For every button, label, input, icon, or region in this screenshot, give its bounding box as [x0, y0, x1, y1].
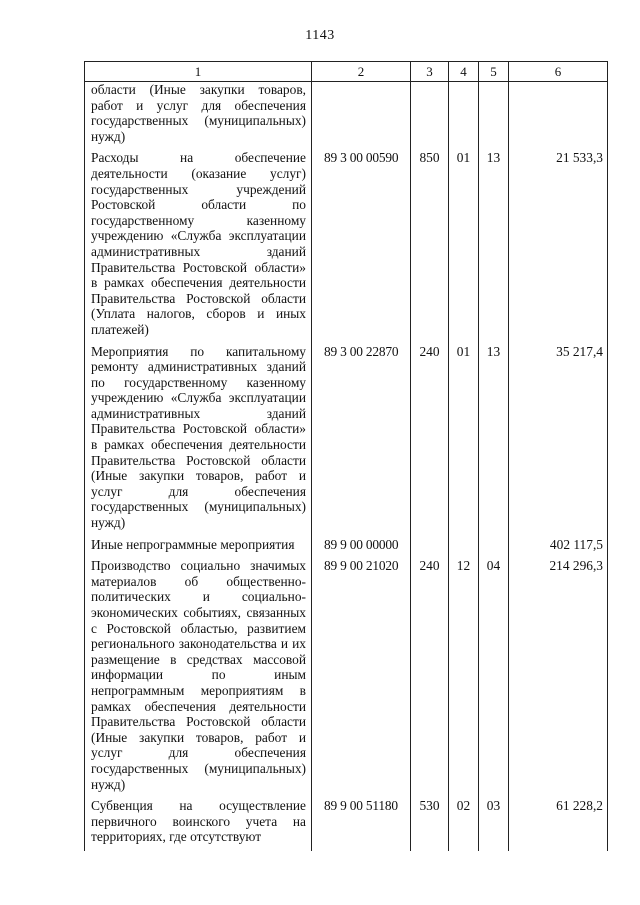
- row-vr: [411, 537, 449, 559]
- row-sum: [509, 82, 608, 151]
- column-header-section: 4: [449, 62, 479, 82]
- row-name: Субвенция на осуществление первичного воинского учета на территориях, где отсутствуют: [85, 798, 312, 851]
- row-section: [449, 82, 479, 151]
- row-subsection: 13: [479, 344, 509, 537]
- row-subsection: [479, 537, 509, 559]
- row-code: 89 3 00 00590: [312, 150, 411, 343]
- row-section: 01: [449, 150, 479, 343]
- row-section: 02: [449, 798, 479, 851]
- row-vr: 240: [411, 344, 449, 537]
- row-sum: 402 117,5: [509, 537, 608, 559]
- table-row: [85, 537, 608, 559]
- row-sum: 21 533,3: [509, 150, 608, 343]
- row-name: области (Иные закупки товаров, работ и услуг для обеспечения государственных (муниципальных) нужд): [85, 82, 312, 151]
- row-section: 12: [449, 558, 479, 798]
- page-number: 1143: [305, 28, 335, 43]
- row-section: [449, 537, 479, 559]
- row-name: Иные непрограммные мероприятия: [85, 537, 312, 559]
- row-sum: 61 228,2: [509, 798, 608, 851]
- row-code: 89 3 00 22870: [312, 344, 411, 537]
- row-code: 89 9 00 00000: [312, 537, 411, 559]
- row-name: Мероприятия по капитальному ремонту административных зданий по государственному казенному учреждению «Служба эксплуатации административных зданий Правительства Ростовской области» в рамках обеспечения деятельности Правительства Ростовской области (Иные закупки товаров, работ и услуг для обеспечения государственных (муниципальных) нужд): [85, 344, 312, 537]
- row-code: 89 9 00 21020: [312, 558, 411, 798]
- table-row: [85, 150, 608, 343]
- table-row: [85, 798, 608, 851]
- row-subsection: 04: [479, 558, 509, 798]
- row-vr: [411, 82, 449, 151]
- row-subsection: [479, 82, 509, 151]
- table-row: [85, 558, 608, 798]
- row-vr: 240: [411, 558, 449, 798]
- budget-table: [84, 61, 608, 851]
- row-code: 89 9 00 51180: [312, 798, 411, 851]
- row-sum: 214 296,3: [509, 558, 608, 798]
- row-code: [312, 82, 411, 151]
- column-header-vr: 3: [411, 62, 449, 82]
- header-row: [85, 62, 608, 82]
- table-row: [85, 82, 608, 151]
- row-name: Расходы на обеспечение деятельности (оказание услуг) государственных учреждений Ростовской области по государственному казенному учреждению «Служба эксплуатации административных зданий Правительства Ростовской области» в рамках обеспечения деятельности Правительства Ростовской области (Уплата налогов, сборов и иных платежей): [85, 150, 312, 343]
- column-header-subsection: 5: [479, 62, 509, 82]
- row-section: 01: [449, 344, 479, 537]
- row-subsection: 03: [479, 798, 509, 851]
- table-row: [85, 344, 608, 537]
- row-subsection: 13: [479, 150, 509, 343]
- column-header-name: 1: [85, 62, 312, 82]
- row-name: Производство социально значимых материалов об общественно-политических и социально-экономических событиях, связанных с Ростовской областью, развитием регионального законодательства и их размещение в средствах массовой информации по иным непрограммным мероприятиям в рамках обеспечения деятельности Правительства Ростовской области (Иные закупки товаров, работ и услуг для обеспечения государственных (муниципальных) нужд): [85, 558, 312, 798]
- row-vr: 850: [411, 150, 449, 343]
- column-header-sum: 6: [509, 62, 608, 82]
- row-vr: 530: [411, 798, 449, 851]
- column-header-code: 2: [312, 62, 411, 82]
- row-sum: 35 217,4: [509, 344, 608, 537]
